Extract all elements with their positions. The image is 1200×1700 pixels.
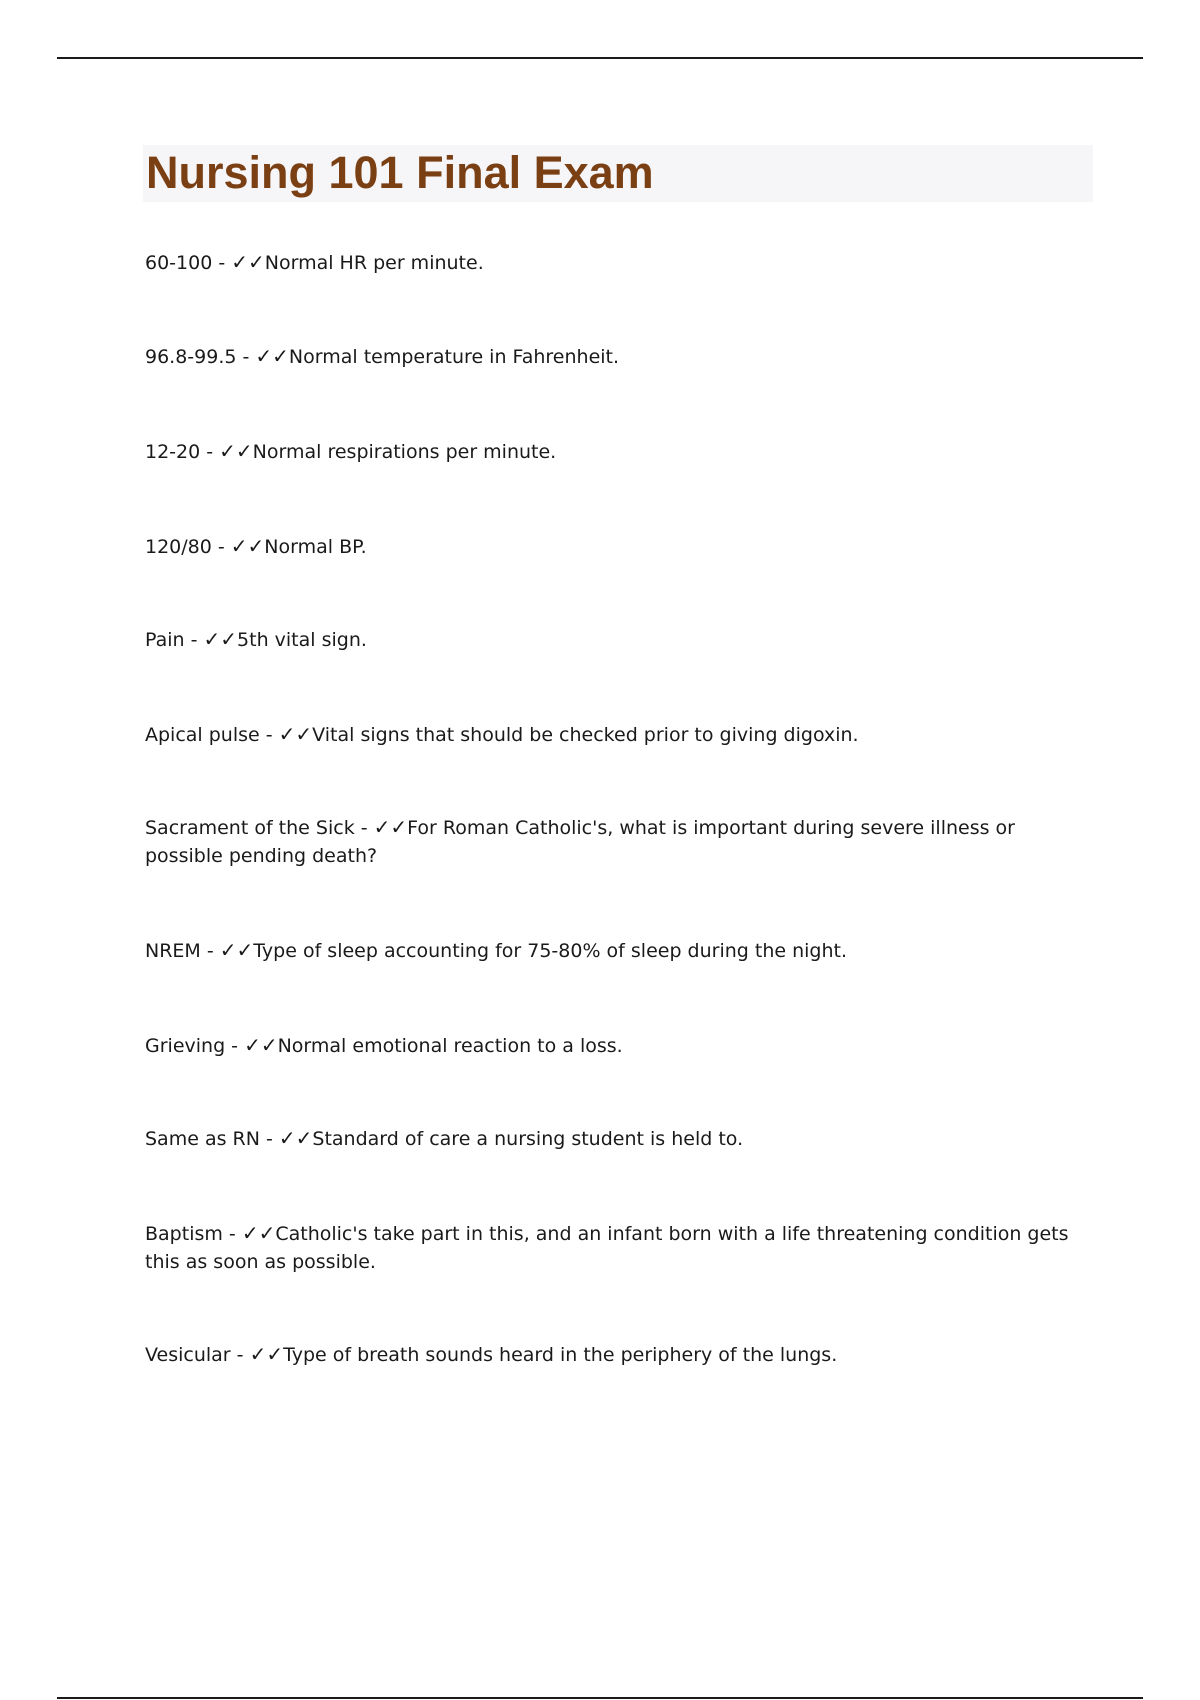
page-title: Nursing 101 Final Exam (146, 147, 654, 198)
flashcard-term: Pain (145, 629, 185, 651)
double-check-icon: ✓✓ (241, 1221, 276, 1245)
double-check-icon: ✓✓ (244, 1033, 278, 1057)
flashcard-definition: 5th vital sign. (237, 629, 367, 651)
flashcard-item (145, 437, 1095, 466)
flashcard-item (145, 625, 1095, 654)
flashcard-term: Baptism (145, 1223, 223, 1245)
separator: - (225, 1035, 245, 1057)
flashcard-definition: For Roman Catholic's, what is important during severe illness or possible pending death? (145, 817, 1015, 867)
flashcard-term: Vesicular (145, 1344, 231, 1366)
flashcard-item (145, 1124, 1095, 1153)
flashcard-item (145, 813, 1095, 870)
flashcard-item (145, 936, 1095, 965)
top-divider (57, 57, 1143, 59)
flashcard-term: Grieving (145, 1035, 226, 1057)
separator: - (230, 1344, 250, 1366)
flashcard-definition: Normal emotional reaction to a loss. (277, 1035, 623, 1057)
double-check-icon: ✓✓ (278, 722, 313, 746)
double-check-icon: ✓✓ (219, 439, 253, 463)
flashcard-item (145, 532, 1095, 561)
separator: - (200, 940, 220, 962)
flashcard-definition: Type of breath sounds heard in the periphery of the lungs. (283, 1344, 838, 1366)
flashcard-term: Sacrament of the Sick (145, 817, 355, 839)
flashcard-definition: Normal respirations per minute. (252, 441, 557, 463)
flashcard-term: 96.8-99.5 (145, 346, 237, 368)
double-check-icon: ✓✓ (219, 938, 254, 962)
flashcard-definition: Normal temperature in Fahrenheit. (288, 346, 620, 368)
flashcard-item (145, 1219, 1095, 1276)
flashcard-item (145, 342, 1095, 371)
double-check-icon: ✓✓ (231, 250, 265, 274)
flashcard-definition: Type of sleep accounting for 75-80% of sleep during the night. (253, 940, 848, 962)
flashcard-term: Apical pulse (145, 724, 260, 746)
separator: - (222, 1223, 242, 1245)
separator: - (184, 629, 204, 651)
separator: - (259, 1128, 279, 1150)
double-check-icon: ✓✓ (255, 344, 289, 368)
separator: - (200, 441, 220, 463)
flashcard-item (145, 1340, 1095, 1369)
flashcard-term: 12-20 (145, 441, 201, 463)
flashcard-term: 60-100 (145, 252, 213, 274)
separator: - (236, 346, 256, 368)
separator: - (211, 536, 231, 558)
flashcard-item (145, 248, 1095, 277)
flashcard-definition: Standard of care a nursing student is held to. (312, 1128, 744, 1150)
separator: - (354, 817, 374, 839)
flashcard-term: NREM (145, 940, 201, 962)
flashcard-definition: Catholic's take part in this, and an infant born with a life threatening condition gets this as soon as possible. (145, 1223, 1069, 1273)
double-check-icon: ✓✓ (278, 1126, 313, 1150)
bottom-divider (57, 1697, 1143, 1699)
flashcard-definition: Normal HR per minute. (264, 252, 484, 274)
double-check-icon: ✓✓ (230, 534, 265, 558)
flashcard-term: 120/80 (145, 536, 212, 558)
separator: - (212, 252, 232, 274)
double-check-icon: ✓✓ (249, 1342, 284, 1366)
double-check-icon: ✓✓ (203, 627, 238, 651)
flashcard-item (145, 720, 1095, 749)
flashcard-item (145, 1031, 1095, 1060)
flashcard-term: Same as RN (145, 1128, 260, 1150)
flashcard-definition: Normal BP. (264, 536, 367, 558)
double-check-icon: ✓✓ (373, 815, 408, 839)
separator: - (259, 724, 279, 746)
flashcard-definition: Vital signs that should be checked prior to giving digoxin. (312, 724, 859, 746)
